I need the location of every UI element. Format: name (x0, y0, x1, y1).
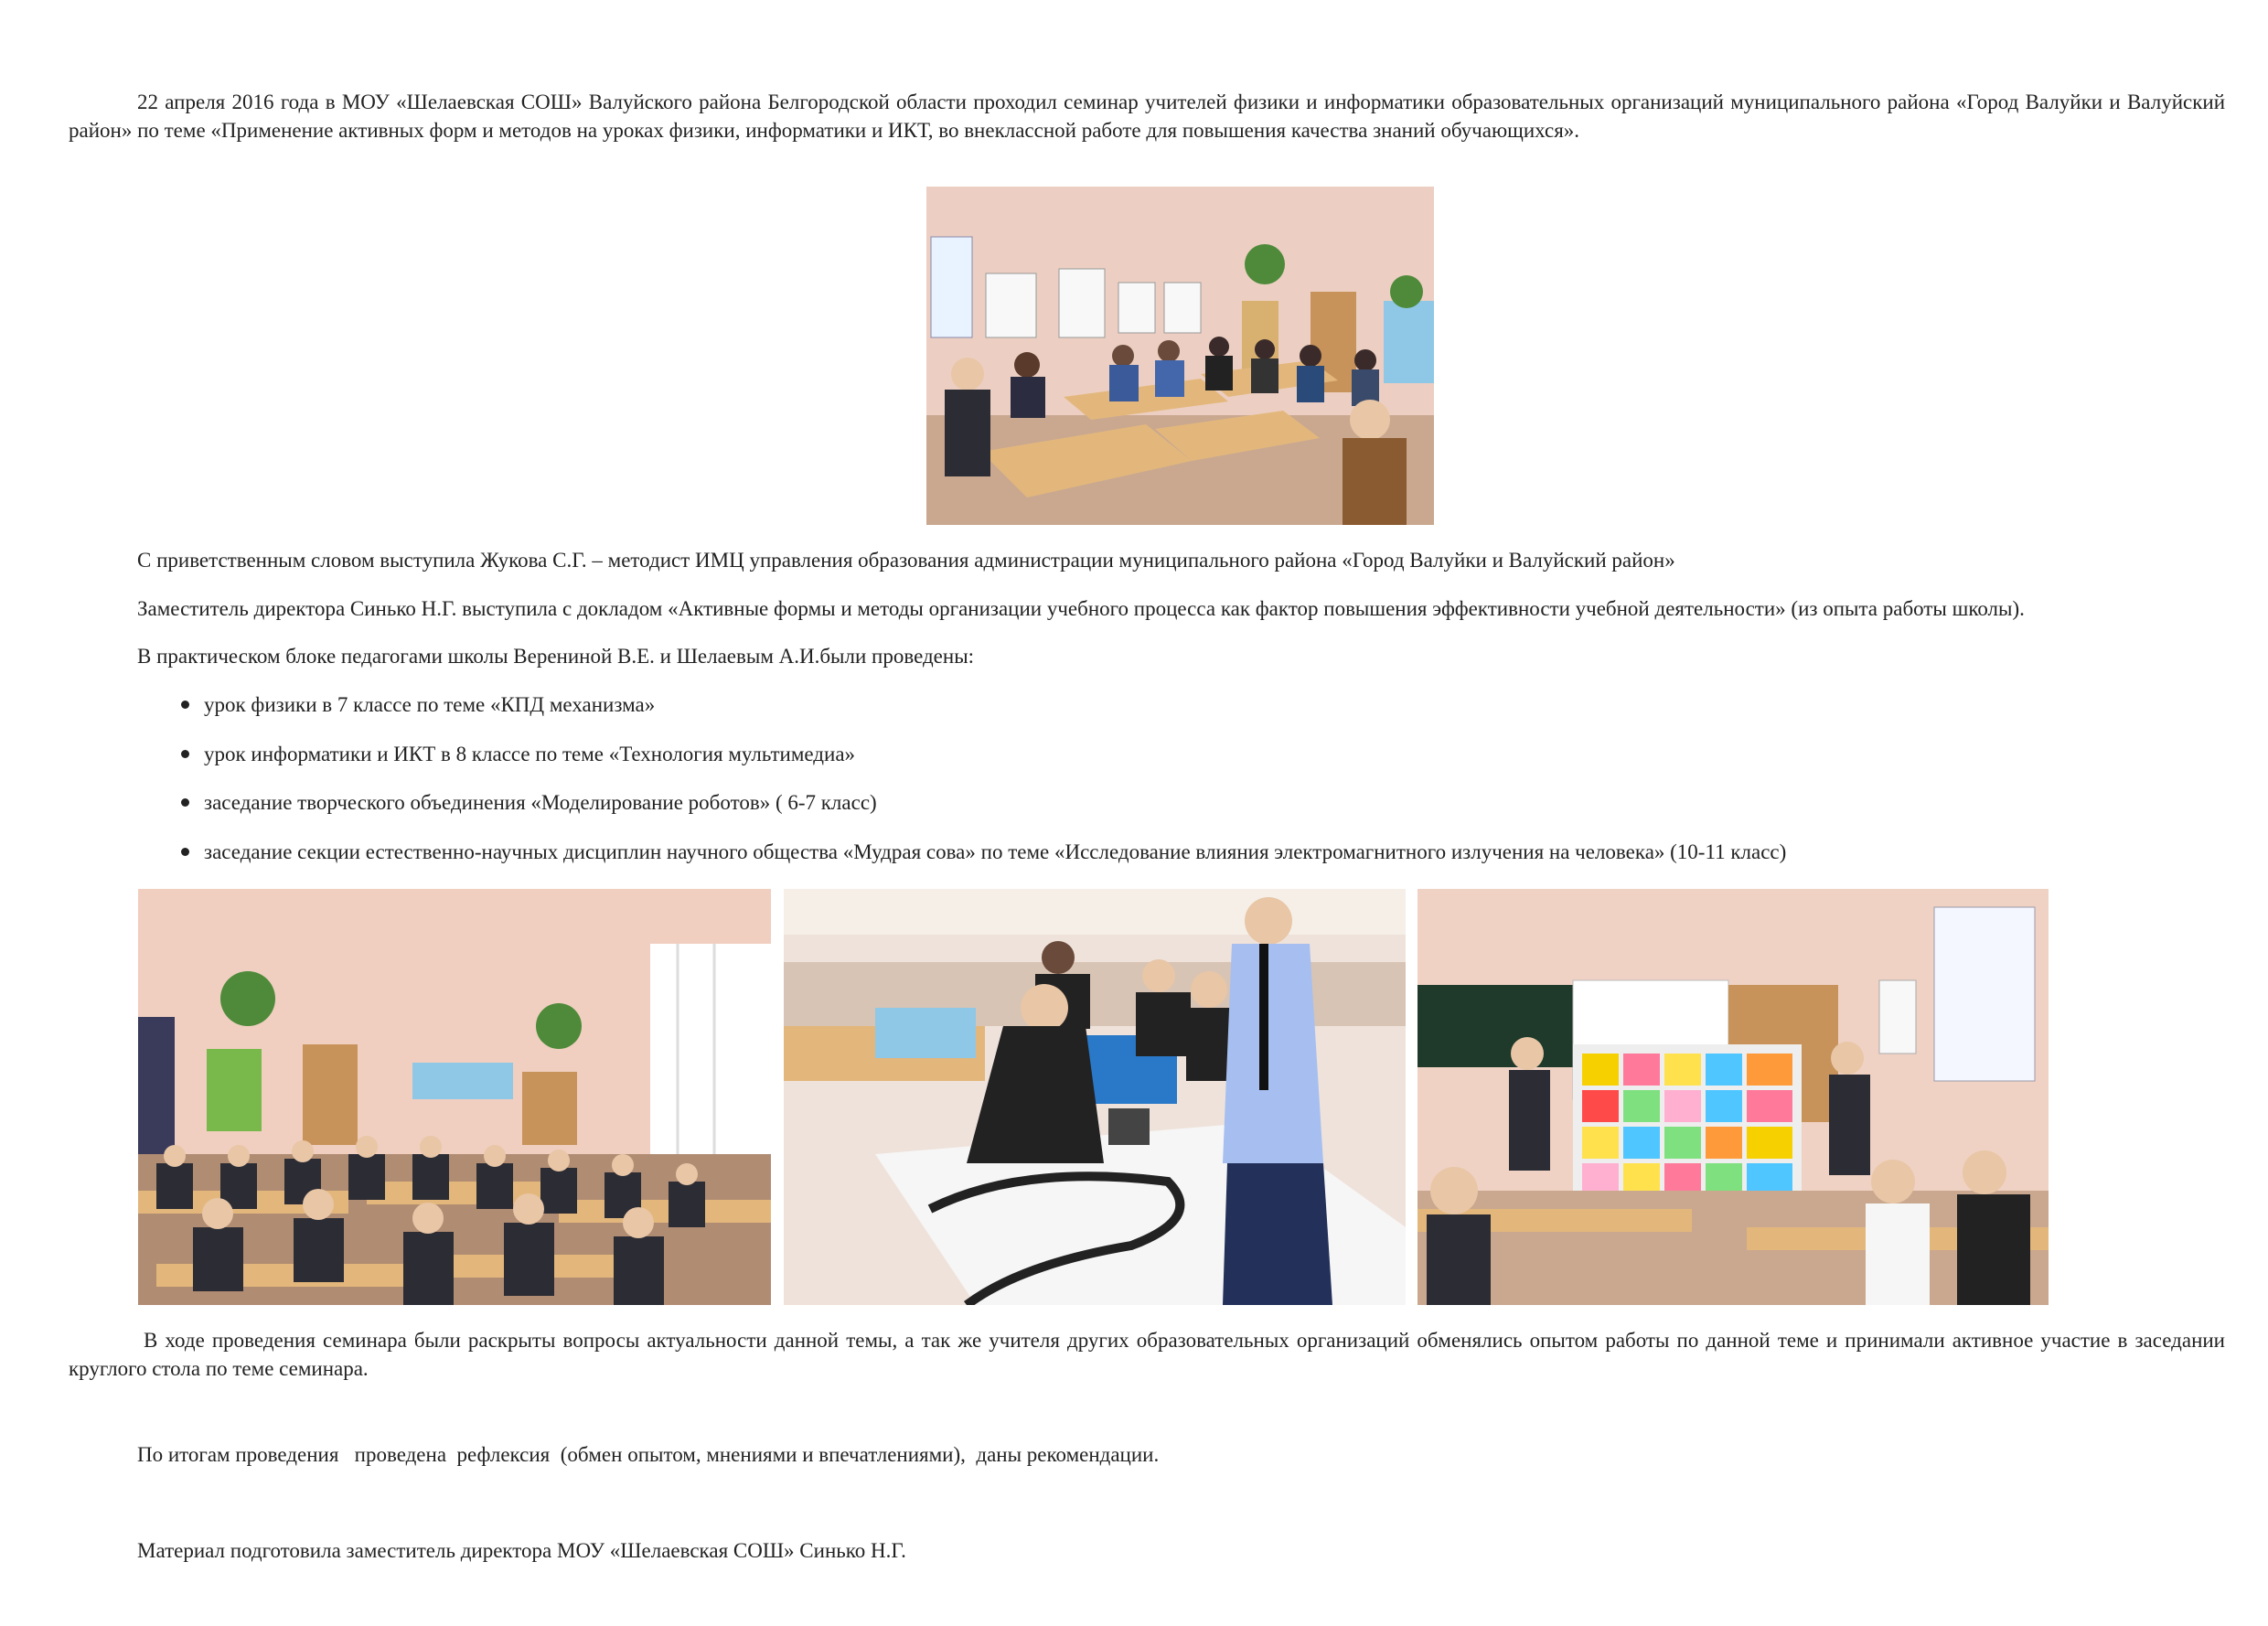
bullet-icon (181, 701, 189, 709)
list-item-text: урок физики в 7 классе по теме «КПД механизма» (204, 693, 656, 716)
photo-physics-lesson (138, 889, 771, 1305)
list-item (181, 690, 655, 719)
photo-robotics-club (784, 889, 1406, 1305)
list-item (181, 838, 1786, 866)
during-seminar-paragraph: В ходе проведения семинара были раскрыты вопросы актуальности данной темы, а так же учителя других образовательных организаций обменялись опытом работы по данной теме и принимали активное участие в заседании круглого стола по теме семинара. (69, 1329, 2225, 1380)
deputy-report-paragraph: Заместитель директора Синько Н.Г. выступила с докладом «Активные формы и методы организации учебного процесса как фактор повышения эффективности учебной деятельности» (из опыта работы школы). (137, 597, 2025, 620)
welcome-paragraph: С приветственным словом выступила Жукова С.Г. – методист ИМЦ управления образования администрации муниципального района «Город Валуйки и Валуйский район» (137, 549, 1675, 572)
bullet-icon (181, 848, 189, 856)
list-item (181, 788, 877, 817)
photo-science-society (1418, 889, 2049, 1305)
list-item-text: заседание творческого объединения «Моделирование роботов» ( 6-7 класс) (204, 791, 877, 814)
bullet-icon (181, 750, 189, 758)
list-item-text: урок информатики и ИКТ в 8 классе по теме «Технология мультимедиа» (204, 743, 856, 765)
photo-seminar-teachers (926, 187, 1434, 525)
list-item-text: заседание секции естественно-научных дисциплин научного общества «Мудрая сова» по теме «Исследование влияния электромагнитного излучения на человека» (10-11 класс) (204, 840, 1787, 863)
intro-paragraph: 22 апреля 2016 года в МОУ «Шелаевская СОШ» Валуйского района Белгородской области проходил семинар учителей физики и информатики образовательных организаций муниципального района «Город Валуйки и Валуйский район» по теме «Применение активных форм и методов на уроках физики, информатики и ИКТ, во внеклассной работе для повышения качества знаний обучающихся». (69, 91, 2225, 142)
author-paragraph: Материал подготовила заместитель директора МОУ «Шелаевская СОШ» Синько Н.Г. (137, 1539, 906, 1562)
results-paragraph: По итогам проведения проведена рефлексия (обмен опытом, мнениями и впечатлениями), даны рекомендации. (137, 1443, 1160, 1466)
practice-paragraph: В практическом блоке педагогами школы Верениной В.Е. и Шелаевым А.И.были проведены: (137, 645, 975, 668)
list-item (181, 740, 855, 768)
bullet-icon (181, 798, 189, 807)
